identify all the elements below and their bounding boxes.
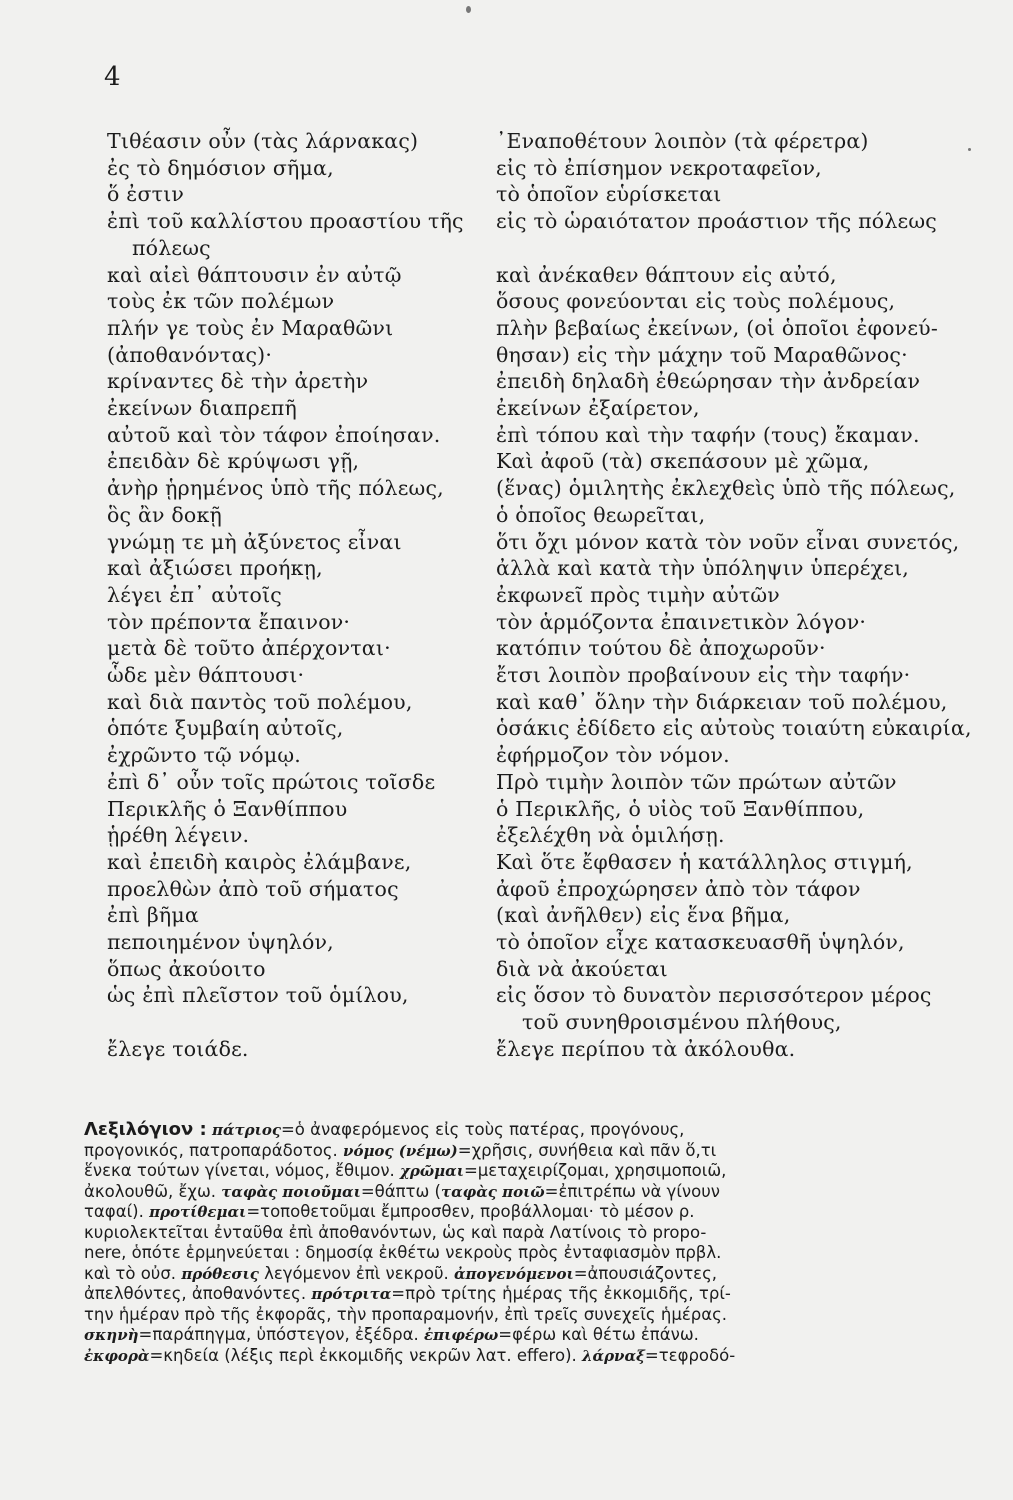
definition: ἀκολουθῶ, ἔχω.	[84, 1181, 217, 1201]
definition: =φέρω καὶ θέτω ἐπάνω.	[498, 1325, 699, 1344]
definition: =τεφροδό-	[644, 1345, 736, 1365]
term: ταφὰς ποιῶ	[441, 1182, 545, 1201]
print-speck	[466, 6, 471, 13]
ancient-line: ᾑρέθη λέγειν.	[107, 823, 250, 848]
ancient-line: (ἀποθανόντας)·	[107, 342, 273, 367]
modern-line: πλὴν βεβαίως ἐκείνων, (οἱ ὁποῖοι ἐφονεύ-	[496, 315, 938, 340]
definition: =πρὸ τρίτης ἡμέρας τῆς ἐκκομιδῆς, τρί-	[391, 1284, 731, 1303]
ancient-line: αὐτοῦ καὶ τὸν τάφον ἐποίησαν.	[107, 422, 441, 447]
definition: την ἡμέραν πρὸ τῆς ἐκφορᾶς, τὴν προπαραμονήν, ἐπὶ τρεῖς συνεχεῖς ἡμέρας.	[84, 1304, 728, 1324]
modern-line: τὸν ἁρμόζοντα ἐπαινετικὸν λόγον·	[496, 609, 867, 634]
term: ἐπιφέρω	[423, 1326, 499, 1344]
definition: ταφαί).	[84, 1202, 144, 1221]
ancient-line: γνώμῃ τε μὴ ἀξύνετος εἶναι	[107, 529, 402, 554]
modern-line: ἔτσι λοιπὸν προβαίνουν εἰς τὴν ταφήν·	[496, 663, 911, 687]
term: πρόθεσις	[181, 1264, 259, 1283]
definition: λεγόμενον ἐπὶ νεκροῦ.	[264, 1263, 449, 1283]
term: ἐκφορὰ	[84, 1346, 150, 1365]
page-number: 4	[104, 62, 121, 92]
ancient-line: ἐπὶ βῆμα	[107, 903, 199, 928]
glossary	[84, 1120, 964, 1366]
definition: προγονικός, πατροπαράδοτος.	[84, 1140, 338, 1160]
ancient-line: Περικλῆς ὁ Ξανθίππου	[107, 796, 348, 821]
ancient-line: καὶ ἀξιώσει προήκῃ,	[107, 556, 323, 581]
term: νόμος (νέμω)	[343, 1141, 458, 1160]
ancient-line: ὡς ἐπὶ πλεῖστον τοῦ ὁμίλου,	[107, 983, 409, 1008]
modern-line: ἀφοῦ ἐπροχώρησεν ἀπὸ τὸν τάφον	[496, 876, 861, 901]
definition: καὶ τὸ οὐσ.	[84, 1263, 177, 1283]
glossary-heading: Λεξιλόγιον :	[84, 1119, 207, 1140]
modern-line: ὅσους φονεύονται εἰς τοὺς πολέμους,	[496, 289, 896, 314]
definition: ἕνεκα τούτων γίνεται, νόμος, ἔθιμον.	[84, 1161, 395, 1180]
modern-line: (καὶ ἀνῆλθεν) εἰς ἕνα βῆμα,	[496, 903, 791, 928]
ancient-line: πεποιημένον ὑψηλόν,	[107, 930, 334, 954]
ancient-line: καὶ διὰ παντὸς τοῦ πολέμου,	[107, 689, 413, 714]
ancient-line: ὧδε μὲν θάπτουσι·	[107, 663, 305, 687]
ancient-line: κρίναντες δὲ τὴν ἀρετὴν	[107, 369, 369, 394]
ancient-line: ἐς τὸ δημόσιον σῆμα,	[107, 155, 334, 180]
definition: =ἀπουσιάζοντες,	[573, 1263, 717, 1283]
ancient-line: ἀνὴρ ᾑρημένος ὑπὸ τῆς πόλεως,	[107, 476, 444, 501]
modern-line: (ἕνας) ὁμιλητὴς ἐκλεχθεὶς ὑπὸ τῆς πόλεως,	[496, 476, 956, 501]
ancient-line: καὶ αἰεὶ θάπτουσιν ἐν αὐτῷ	[107, 262, 402, 287]
ancient-line: ἐπὶ δ᾿ οὖν τοῖς πρώτοις τοῖσδε	[107, 769, 436, 794]
modern-line: καὶ ἀνέκαθεν θάπτουν εἰς αὐτό,	[496, 262, 837, 287]
modern-line: Πρὸ τιμὴν λοιπὸν τῶν πρώτων αὐτῶν	[496, 769, 897, 794]
modern-line: εἰς τὸ ὡραιότατον προάστιον τῆς πόλεως	[496, 209, 937, 234]
ancient-line: ἐπειδὰν δὲ κρύψωσι γῇ,	[107, 449, 360, 474]
modern-line: τὸ ὁποῖον εἶχε κατασκευασθῆ ὑψηλόν,	[496, 930, 905, 954]
modern-line: ὁσάκις ἐδίδετο εἰς αὐτοὺς τοιαύτη εὐκαιρία,	[496, 716, 972, 741]
modern-line: κατόπιν τούτου δὲ ἀποχωροῦν·	[496, 636, 826, 661]
modern-line: ἐκείνων ἐξαίρετον,	[496, 396, 700, 420]
modern-line: ὁ Περικλῆς, ὁ υἱὸς τοῦ Ξανθίππου,	[496, 796, 865, 821]
ancient-line: ἔλεγε τοιάδε.	[107, 1036, 249, 1061]
modern-line: θησαν) εἰς τὴν μάχην τοῦ Μαραθῶνος·	[496, 342, 908, 367]
ancient-line: ἐκείνων διαπρεπῆ	[107, 396, 297, 420]
definition: =τοποθετοῦμαι ἔμπροσθεν, προβάλλομαι· τὸ μέσον ρ.	[246, 1202, 695, 1221]
modern-line: τοῦ συνηθροισμένου πλήθους,	[522, 1010, 842, 1035]
ancient-line: πλήν γε τοὺς ἐν Μαραθῶνι	[107, 315, 394, 340]
modern-line: τὸ ὁποῖον εὑρίσκεται	[496, 182, 722, 207]
print-speck	[968, 148, 971, 151]
modern-line: εἰς τὸ ἐπίσημον νεκροταφεῖον,	[496, 155, 822, 180]
ancient-line: Τιθέασιν οὖν (τὰς λάρνακας)	[107, 129, 419, 153]
definition: =χρῆσις, συνήθεια καὶ πᾶν ὅ,τι	[457, 1140, 717, 1160]
definition: =μεταχειρίζομαι, χρησιμοποιῶ,	[463, 1161, 727, 1180]
modern-line: ἀλλὰ καὶ κατὰ τὴν ὑπόληψιν ὑπερέχει,	[496, 556, 910, 581]
definition: =ὁ ἀναφερόμενος εἰς τοὺς πατέρας, προγόνους,	[280, 1120, 685, 1139]
definition: =θάπτω (	[360, 1181, 441, 1201]
modern-line: ἐπειδὴ δηλαδὴ ἐθεώρησαν τὴν ἀνδρείαν	[496, 369, 921, 394]
term: προτίθεμαι	[149, 1203, 247, 1221]
ancient-line: ὁπότε ξυμβαίη αὐτοῖς,	[107, 716, 344, 741]
term: πάτριος	[211, 1121, 281, 1139]
ancient-line: ἐχρῶντο τῷ νόμῳ.	[107, 743, 301, 768]
ancient-line: πόλεως	[132, 235, 211, 260]
ancient-line: καὶ ἐπειδὴ καιρὸς ἐλάμβανε,	[107, 849, 412, 874]
ancient-line: τοὺς ἐκ τῶν πολέμων	[107, 289, 335, 314]
modern-line: Καὶ ὅτε ἔφθασεν ἡ κατάλληλος στιγμή,	[496, 849, 913, 874]
modern-line: διὰ νὰ ἀκούεται	[496, 956, 668, 981]
modern-line: εἰς ὅσον τὸ δυνατὸν περισσότερον μέρος	[496, 983, 932, 1008]
definition: =παράπηγμα, ὑπόστεγον, ἐξέδρα.	[138, 1325, 419, 1344]
term: λάρναξ	[582, 1346, 645, 1365]
modern-line: ὁ ὁποῖος θεωρεῖται,	[496, 502, 706, 527]
definition: =ἐπιτρέπω νὰ γίνουν	[544, 1181, 720, 1201]
definition: κυριολεκτεῖται ἐνταῦθα ἐπὶ ἀποθανόντων, ὡς καὶ παρὰ Λατίνοις τὸ propo-	[84, 1222, 707, 1242]
ancient-line: ὃς ἂν δοκῇ	[107, 502, 222, 527]
definition: =κηδεία (λέξις περὶ ἐκκομιδῆς νεκρῶν λατ. effero).	[149, 1345, 577, 1365]
modern-line: ἔλεγε περίπου τὰ ἀκόλουθα.	[496, 1036, 796, 1061]
modern-line: ἐκφωνεῖ πρὸς τιμὴν αὐτῶν	[496, 582, 780, 607]
ancient-line: ὅπως ἀκούοιτο	[107, 956, 266, 981]
ancient-line: μετὰ δὲ τοῦτο ἀπέρχονται·	[107, 636, 391, 661]
modern-line: ᾿Εναποθέτουν λοιπὸν (τὰ φέρετρα)	[496, 129, 869, 153]
modern-line: καὶ καθ᾿ ὅλην τὴν διάρκειαν τοῦ πολέμου,	[496, 689, 948, 714]
modern-line: ἐφήρμοζον τὸν νόμον.	[496, 743, 730, 768]
ancient-line: προελθὼν ἀπὸ τοῦ σήματος	[107, 876, 399, 901]
modern-line: ὅτι ὄχι μόνον κατὰ τὸν νοῦν εἶναι συνετός,	[496, 529, 960, 554]
term: ἀπογενόμενοι	[454, 1264, 574, 1283]
ancient-line: λέγει ἐπ᾿ αὐτοῖς	[107, 582, 282, 607]
definition: nere, ὁπότε ἑρμηνεύεται : δημοσίᾳ ἐκθέτω νεκροὺς πρὸς ἐνταφιασμὸν πρβλ.	[84, 1243, 722, 1262]
modern-line: ἐπὶ τόπου καὶ τὴν ταφήν (τους) ἔκαμαν.	[496, 422, 920, 447]
term: ταφὰς ποιοῦμαι	[221, 1182, 361, 1201]
modern-line: ἐξελέχθη νὰ ὁμιλήσῃ.	[496, 823, 725, 848]
term: σκηνὴ	[84, 1326, 139, 1344]
ancient-line: ὅ ἐστιν	[107, 182, 185, 207]
ancient-line: ἐπὶ τοῦ καλλίστου προαστίου τῆς	[107, 209, 464, 234]
definition: ἀπελθόντες, ἀποθανόντες.	[84, 1284, 307, 1303]
term: χρῶμαι	[400, 1162, 464, 1180]
modern-line: Καὶ ἀφοῦ (τὰ) σκεπάσουν μὲ χῶμα,	[496, 449, 870, 474]
term: πρότριτα	[311, 1285, 392, 1303]
ancient-line: τὸν πρέποντα ἔπαινον·	[107, 609, 351, 634]
